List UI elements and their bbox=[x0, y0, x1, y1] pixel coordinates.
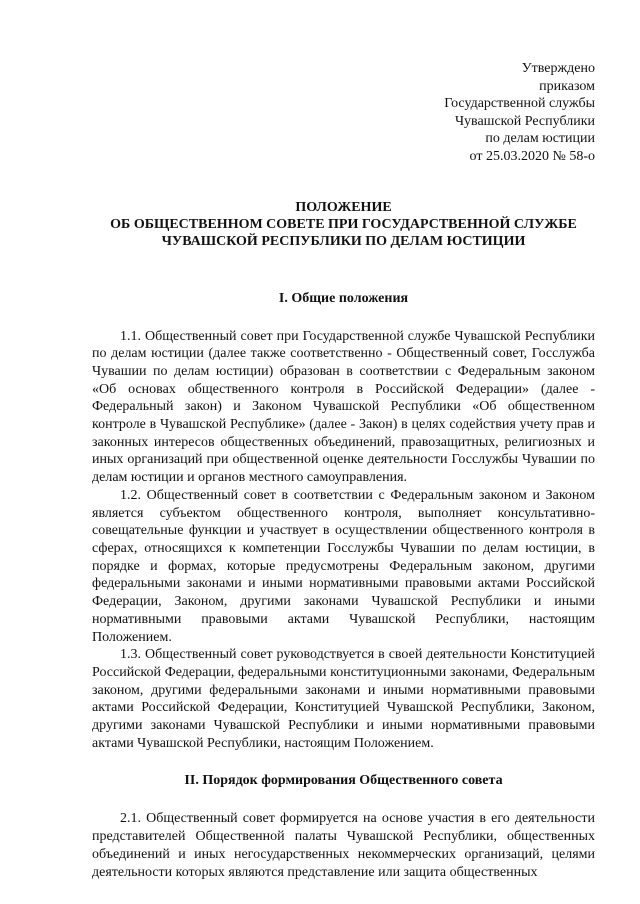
paragraph-1-1: 1.1. Общественный совет при Государственной службе Чувашской Республики по делам юстиции (далее также соответственно - Общественный совет, Госслужба Чувашии по делам юстиции) образован в соответствии с Федеральным законом «Об основах общественного контроля в Российской Федерации» (далее - Федеральный закон) и Законом Чувашской Республики «Об общественном контроле в Чувашской Республике» (далее - Закон) в целях содействия учету прав и законных интересов общественных объединений, правозащитных, религиозных и иных организаций при общественной оценке деятельности Госслужбы Чувашии по делам юстиции и органов местного самоуправления. bbox=[92, 328, 595, 486]
paragraph-2-1: 2.1. Общественный совет формируется на основе участия в его деятельности представителей Общественной палаты Чувашской Республики, общественных объединений и иных негосударственных некоммерческих организаций, целями деятельности которых являются представление или защита общественных bbox=[92, 811, 595, 880]
section-heading: I. Общие положения bbox=[278, 290, 409, 306]
approval-line: от 25.03.2020 № 58-о bbox=[469, 148, 595, 164]
title-line: ПОЛОЖЕНИЕ bbox=[295, 199, 392, 215]
approval-line: приказом bbox=[539, 78, 595, 94]
section-heading: II. Порядок формирования Общественного совета bbox=[184, 773, 503, 789]
section-council-formation bbox=[92, 772, 595, 881]
approval-line: Государственной службы bbox=[444, 96, 595, 112]
document-title bbox=[92, 199, 595, 250]
approval-line: Чувашской Республики bbox=[454, 113, 595, 129]
approval-stamp bbox=[92, 60, 595, 166]
paragraph-1-3: 1.3. Общественный совет руководствуется в своей деятельности Конституцией Российской Федерации, федеральными конституционными законами, Федеральным законом, другими федеральными законами и иными нормативными правовыми актами Российской Федерации, Конституцией Чувашской Республики, Законом, другими законами Чувашской Республики и иными нормативными правовыми актами Чувашской Республики, настоящим Положением. bbox=[92, 647, 595, 751]
section-general-provisions bbox=[92, 290, 595, 753]
paragraph-1-2: 1.2. Общественный совет в соответствии с Федеральным законом и Законом является субъектом общественного контроля, выполняет консультативно-совещательные функции и участвует в осуществлении общественного контроля в сферах, относящихся к компетенции Госслужбы Чувашии по делам юстиции, в порядке и формах, которые предусмотрены Федеральным законом, другими федеральными законами и иными нормативными правовыми актами Российской Федерации, Законом, другими законами Чувашской Республики и иными нормативными правовыми актами Чувашской Республики, настоящим Положением. bbox=[92, 487, 595, 645]
title-line: ОБ ОБЩЕСТВЕННОМ СОВЕТЕ ПРИ ГОСУДАРСТВЕННОЙ СЛУЖБЕ bbox=[110, 216, 577, 232]
approval-line: Утверждено bbox=[521, 61, 595, 76]
approval-line: по делам юстиции bbox=[485, 131, 595, 147]
title-line: ЧУВАШСКОЙ РЕСПУБЛИКИ ПО ДЕЛАМ ЮСТИЦИИ bbox=[161, 233, 526, 249]
